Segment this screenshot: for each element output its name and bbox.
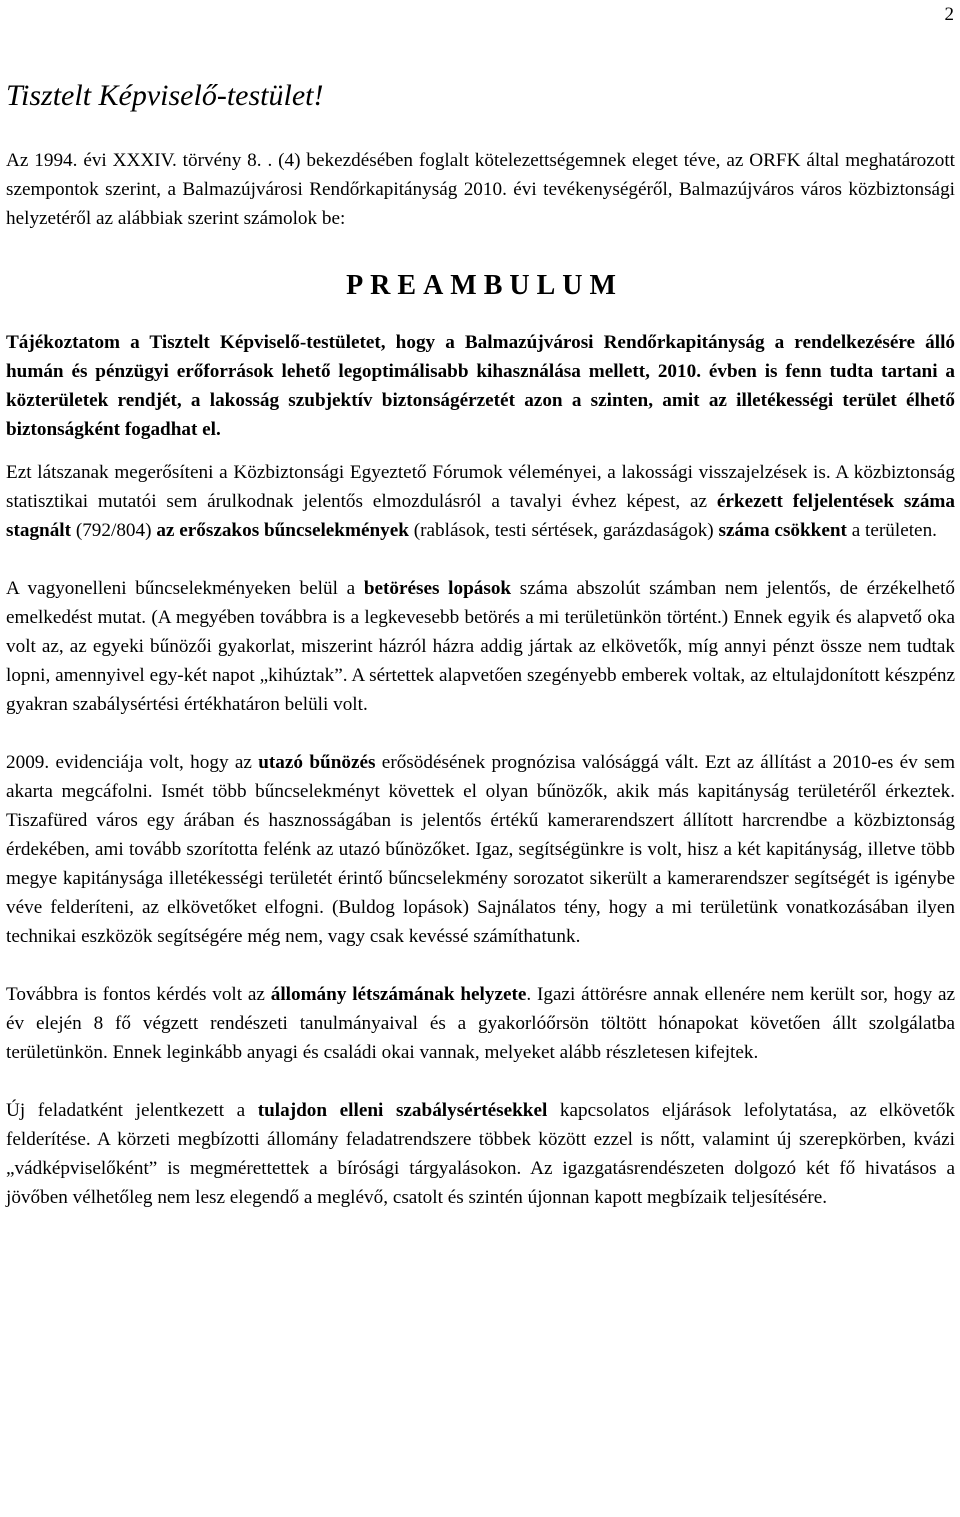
text-run: kapcsolatos eljárások lefolytatása, az elkövetők felderítése. A körzeti megbízotti állomány feladatrendszere többek között ezzel is nőtt, valamint új szerepkörben, kvázi „vádképviselőként” is megmérettettek a bírósági tárgyalásokon. Az igazgatásrendészeten dolgozó két fő hivatásos a jövőben vélhetőleg nem lesz elegendő a meglévő, csatolt és szintén újonnan kapott megbízaik teljesítésére. (6, 1100, 956, 1208)
text-run: a területen. (846, 520, 937, 541)
bold-run: az erőszakos bűncselekmények (156, 520, 409, 541)
paragraph-burglary (6, 574, 955, 719)
bold-run: betöréses lopások (363, 578, 512, 599)
document-body (6, 146, 955, 1212)
bold-run: tulajdon elleni szabálysértésekkel (257, 1100, 548, 1121)
text-run: (rablások, testi sértések, garázdaságok) (408, 520, 719, 541)
text-run: Új feladatként jelentkezett a (6, 1100, 258, 1121)
salutation-heading: Tisztelt Képviselő-testület! (6, 79, 324, 112)
text-run: A vagyonelleni bűncselekményeken belül a (6, 578, 364, 599)
preamble-paragraph: Tájékoztatom a Tisztelt Képviselő-testületet, hogy a Balmazújvárosi Rendőrkapitányság a rendelkezésére álló humán és pénzügyi erőforrások lehető legoptimálisabb kihasználása mellett, 2010. évben is fenn tudta tartani a közterületek rendjét, a lakosság szubjektív biztonságérzetét azon a szinten, amit az illetékességi terület élhető biztonságként fogadhat el. (6, 332, 955, 440)
text-run: Ezt látszanak megerősíteni a Közbiztonsági Egyeztető Fórumok véleményei, a lakossági visszajelzések is. A közbiztonság statisztikai mutatói sem árulkodnak jelentős elmozdulásról a tavalyi évhez képest, az (6, 462, 955, 512)
page-number: 2 (944, 4, 954, 25)
bold-run: utazó bűnözés (258, 752, 376, 773)
intro-paragraph: Az 1994. évi XXXIV. törvény 8. . (4) bekezdésében foglalt kötelezettségemnek eleget téve, az ORFK által meghatározott szempontok szerint, a Balmazújvárosi Rendőrkapitányság 2010. évi tevékenységéről, Balmazújváros város közbiztonsági helyzetéről az alábbiak szerint számolok be: (6, 150, 955, 229)
paragraph-staffing (6, 980, 955, 1067)
bold-run: állomány létszámának helyzete (270, 984, 527, 1005)
text-run: 2009. evidenciája volt, hogy az (6, 752, 259, 773)
text-run: (792/804) (71, 520, 157, 541)
paragraph-statistics (6, 458, 955, 545)
bold-run: száma csökkent (718, 520, 847, 541)
text-run: száma abszolút számban nem jelentős, de érzékelhető emelkedést mutat. (A megyében továbbra is a legkevesebb betörés a mi területünkön történt.) Ennek egyik és alapvető oka volt az, az egyeki bűnözői gyakorlat, miszerint házról házra addig jártak az elkövetők, míg annyi pénzt össze nem tudtak lopni, amennyivel egy-két napot „kihúztak”. A sértettek alapvetően szegényebb emberek voltak, az eltulajdonított készpénz gyakran szabálysértési értékhatáron belüli volt. (6, 578, 956, 715)
bold-run: érkezett feljelentések száma stagnált (6, 491, 955, 541)
text-run: . Igazi áttörésre annak ellenére nem került sor, hogy az év elején 8 fő végzett rendészeti tanulmányaival és a gyakorlóőrsön töltött hónapokat követően állt szolgálatba területünkön. Ennek leginkább anyagi és családi okai vannak, melyeket alább részletesen kifejtek. (6, 984, 955, 1063)
text-run: erősödésének prognózisa valósággá vált. Ezt az állítást a 2010-es év sem akarta megcáfolni. Ismét több bűncselekményt követtek el olyan bűnözők, akik más kapitányság területéről érkeztek. Tiszafüred város egy árában és hasznosságában is jelentős értékű kamerarendszert állított harcrendbe a közbiztonság érdekében, ami tovább szorította felénk az utazó bűnözőket. Igaz, segítségünkre is volt, hisz a két kapitányság, illetve több megye kapitánysága illetékességi területét érintő bűncselekmény sorozatot sikerült a kamerarendszer segítségét is igénybe véve felderíteni, az elkövetőket elfogni. (Buldog lopások) Sajnálatos tény, hogy a mi területünk vonatkozásában ilyen technikai eszközök segítségére még nem, vagy csak kevéssé számíthatunk. (6, 752, 956, 947)
paragraph-travelling-crime (6, 748, 955, 951)
paragraph-new-tasks (6, 1096, 955, 1212)
preamble-title: PREAMBULUM (346, 270, 623, 301)
text-run: Továbbra is fontos kérdés volt az (6, 984, 271, 1005)
